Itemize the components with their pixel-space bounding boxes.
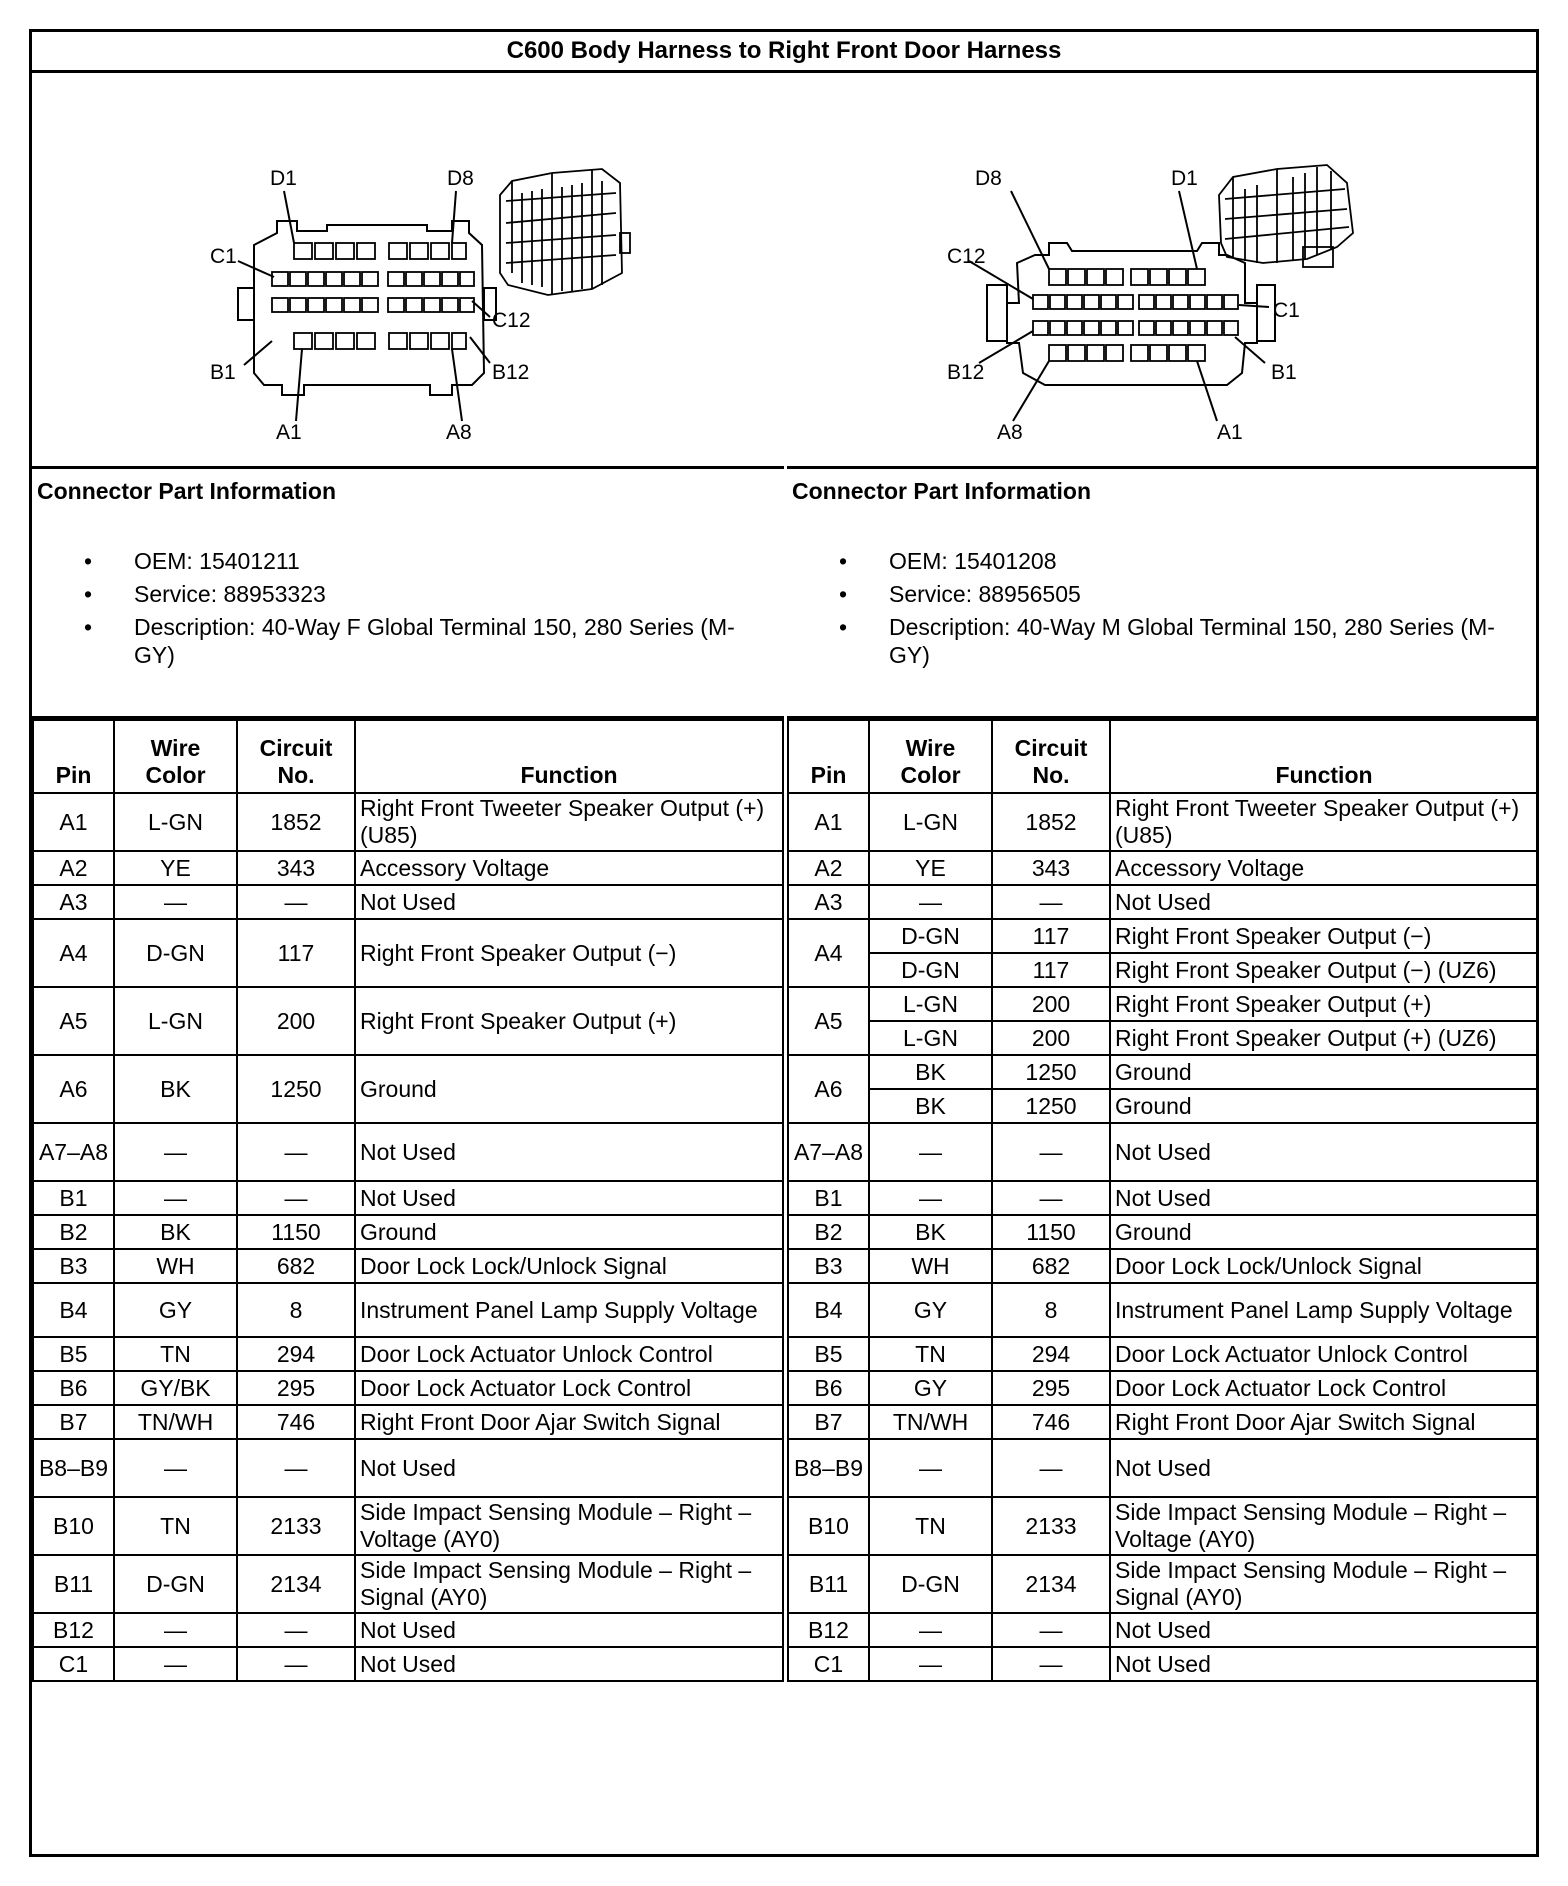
function-cell: Door Lock Actuator Unlock Control xyxy=(1110,1337,1538,1371)
circuit-cell: — xyxy=(992,1439,1110,1497)
table-row xyxy=(33,919,783,987)
pin-cell: B12 xyxy=(788,1613,869,1647)
wire-color-cell: D-GN xyxy=(114,919,237,987)
function-cell: Ground xyxy=(1110,1215,1538,1249)
wire-color-cell: BK xyxy=(869,1089,992,1123)
circuit-cell: 2133 xyxy=(237,1497,355,1555)
function-cell: Not Used xyxy=(1110,1439,1538,1497)
label-b12: B12 xyxy=(947,361,985,384)
table-row xyxy=(33,1647,783,1681)
table-row xyxy=(788,1089,1538,1123)
page-title: C600 Body Harness to Right Front Door Harness xyxy=(32,32,1536,73)
wire-color-cell: BK xyxy=(869,1055,992,1089)
function-cell: Not Used xyxy=(1110,885,1538,919)
wire-color-cell: L-GN xyxy=(114,987,237,1055)
table-row xyxy=(33,1337,783,1371)
pin-cell: A6 xyxy=(33,1055,114,1123)
function-cell: Not Used xyxy=(1110,1647,1538,1681)
circuit-cell: — xyxy=(992,885,1110,919)
function-cell: Ground xyxy=(355,1215,783,1249)
circuit-cell: 1250 xyxy=(237,1055,355,1123)
table-row xyxy=(788,953,1538,987)
function-cell: Right Front Speaker Output (−) xyxy=(355,919,783,987)
service-number: • Service: 88953323 xyxy=(84,580,764,608)
pin-cell: B7 xyxy=(33,1405,114,1439)
wire-color-cell: — xyxy=(114,1123,237,1181)
circuit-cell: — xyxy=(237,1613,355,1647)
table-row xyxy=(788,851,1538,885)
wire-color-cell: — xyxy=(114,1439,237,1497)
wire-color-cell: BK xyxy=(114,1055,237,1123)
male-connector-face-drawing xyxy=(787,73,1539,466)
wire-color-cell: — xyxy=(114,1647,237,1681)
table-row xyxy=(33,1405,783,1439)
circuit-cell: 2134 xyxy=(992,1555,1110,1613)
circuit-cell: — xyxy=(237,1439,355,1497)
pin-cell: B6 xyxy=(33,1371,114,1405)
table-row xyxy=(788,1181,1538,1215)
pin-cell: A3 xyxy=(788,885,869,919)
wire-color-cell: L-GN xyxy=(869,987,992,1021)
pin-cell: A7–A8 xyxy=(788,1123,869,1181)
table-row xyxy=(788,885,1538,919)
wire-color-cell: TN/WH xyxy=(114,1405,237,1439)
wire-color-cell: D-GN xyxy=(869,919,992,953)
label-b1: B1 xyxy=(210,361,236,384)
function-cell: Side Impact Sensing Module – Right – Voltage (AY0) xyxy=(355,1497,783,1555)
header-pin: Pin xyxy=(788,720,869,793)
table-header-row xyxy=(788,720,1538,793)
function-cell: Right Front Speaker Output (+) xyxy=(355,987,783,1055)
function-cell: Door Lock Actuator Unlock Control xyxy=(355,1337,783,1371)
header-function: Function xyxy=(1110,720,1538,793)
function-cell: Not Used xyxy=(355,1439,783,1497)
info-heading: Connector Part Information xyxy=(792,478,1092,504)
function-cell: Not Used xyxy=(355,1613,783,1647)
function-cell: Door Lock Lock/Unlock Signal xyxy=(1110,1249,1538,1283)
table-row xyxy=(33,1613,783,1647)
circuit-cell: 117 xyxy=(237,919,355,987)
wire-color-cell: TN xyxy=(869,1337,992,1371)
table-row xyxy=(33,1439,783,1497)
pin-cell: A5 xyxy=(788,987,869,1055)
wire-color-cell: — xyxy=(114,885,237,919)
pin-cell: B4 xyxy=(788,1283,869,1337)
wire-color-cell: L-GN xyxy=(114,793,237,851)
circuit-cell: 1852 xyxy=(992,793,1110,851)
wire-color-cell: — xyxy=(869,885,992,919)
table-row xyxy=(788,1283,1538,1337)
table-row xyxy=(788,1371,1538,1405)
header-wire-color: Wire Color xyxy=(114,720,237,793)
pin-cell: B8–B9 xyxy=(33,1439,114,1497)
wire-color-cell: — xyxy=(114,1613,237,1647)
wire-color-cell: L-GN xyxy=(869,793,992,851)
wire-color-cell: — xyxy=(869,1647,992,1681)
wire-color-cell: — xyxy=(114,1181,237,1215)
connector-iso-icon xyxy=(1219,165,1353,267)
circuit-cell: 200 xyxy=(992,987,1110,1021)
circuit-cell: 200 xyxy=(237,987,355,1055)
table-row xyxy=(788,919,1538,953)
function-cell: Door Lock Lock/Unlock Signal xyxy=(355,1249,783,1283)
function-cell: Side Impact Sensing Module – Right – Signal (AY0) xyxy=(355,1555,783,1613)
pin-cell: C1 xyxy=(788,1647,869,1681)
circuit-cell: — xyxy=(992,1613,1110,1647)
table-row xyxy=(33,1497,783,1555)
circuit-cell: 1150 xyxy=(237,1215,355,1249)
wire-color-cell: — xyxy=(869,1439,992,1497)
circuit-cell: 1250 xyxy=(992,1055,1110,1089)
table-row xyxy=(33,885,783,919)
function-cell: Accessory Voltage xyxy=(355,851,783,885)
wire-color-cell: L-GN xyxy=(869,1021,992,1055)
function-cell: Accessory Voltage xyxy=(1110,851,1538,885)
label-d8: D8 xyxy=(975,167,1002,190)
function-cell: Right Front Door Ajar Switch Signal xyxy=(1110,1405,1538,1439)
label-d8: D8 xyxy=(447,167,474,190)
wire-color-cell: BK xyxy=(114,1215,237,1249)
circuit-cell: 117 xyxy=(992,953,1110,987)
table-row xyxy=(788,1249,1538,1283)
table-row xyxy=(788,1613,1538,1647)
circuit-cell: 1150 xyxy=(992,1215,1110,1249)
oem-number: • OEM: 15401208 xyxy=(839,547,1519,575)
pin-cell: B8–B9 xyxy=(788,1439,869,1497)
table-row xyxy=(33,1181,783,1215)
table-row xyxy=(788,1497,1538,1555)
pin-cell: B5 xyxy=(33,1337,114,1371)
pin-cell: B12 xyxy=(33,1613,114,1647)
pin-cell: C1 xyxy=(33,1647,114,1681)
wire-color-cell: — xyxy=(869,1181,992,1215)
wire-color-cell: D-GN xyxy=(869,953,992,987)
function-cell: Instrument Panel Lamp Supply Voltage xyxy=(1110,1283,1538,1337)
pin-cell: B10 xyxy=(33,1497,114,1555)
table-row xyxy=(788,1555,1538,1613)
table-row xyxy=(788,987,1538,1021)
function-cell: Door Lock Actuator Lock Control xyxy=(1110,1371,1538,1405)
connector-description: • Description: 40-Way M Global Terminal 150, 280 Series (M-GY) xyxy=(839,613,1519,669)
function-cell: Right Front Tweeter Speaker Output (+) (U85) xyxy=(1110,793,1538,851)
pin-cell: B11 xyxy=(788,1555,869,1613)
function-cell: Right Front Tweeter Speaker Output (+) (U85) xyxy=(355,793,783,851)
circuit-cell: 295 xyxy=(992,1371,1110,1405)
wire-color-cell: GY xyxy=(869,1283,992,1337)
pin-cell: A6 xyxy=(788,1055,869,1123)
pin-cell: A4 xyxy=(33,919,114,987)
wire-color-cell: GY/BK xyxy=(114,1371,237,1405)
circuit-cell: — xyxy=(237,1181,355,1215)
function-cell: Ground xyxy=(1110,1089,1538,1123)
header-wire-color: Wire Color xyxy=(869,720,992,793)
table-row xyxy=(788,1021,1538,1055)
left-connector-part-info xyxy=(32,469,784,719)
function-cell: Not Used xyxy=(1110,1181,1538,1215)
label-a8: A8 xyxy=(997,421,1023,444)
circuit-cell: 2134 xyxy=(237,1555,355,1613)
circuit-cell: — xyxy=(992,1181,1110,1215)
circuit-cell: — xyxy=(237,1647,355,1681)
table-row xyxy=(33,1555,783,1613)
table-header-row xyxy=(33,720,783,793)
function-cell: Not Used xyxy=(355,1647,783,1681)
circuit-cell: 200 xyxy=(992,1021,1110,1055)
wire-color-cell: — xyxy=(869,1123,992,1181)
circuit-cell: — xyxy=(992,1647,1110,1681)
circuit-cell: 746 xyxy=(992,1405,1110,1439)
left-connector-diagram xyxy=(32,73,784,469)
pin-cell: A7–A8 xyxy=(33,1123,114,1181)
function-cell: Ground xyxy=(1110,1055,1538,1089)
function-cell: Not Used xyxy=(355,885,783,919)
wire-color-cell: TN xyxy=(114,1497,237,1555)
info-heading: Connector Part Information xyxy=(37,478,337,504)
function-cell: Door Lock Actuator Lock Control xyxy=(355,1371,783,1405)
header-circuit-no: Circuit No. xyxy=(237,720,355,793)
table-row xyxy=(788,1215,1538,1249)
label-c1: C1 xyxy=(1273,299,1300,322)
table-row xyxy=(33,1055,783,1123)
label-a8: A8 xyxy=(446,421,472,444)
table-row xyxy=(33,1249,783,1283)
connector-description: • Description: 40-Way F Global Terminal 150, 280 Series (M-GY) xyxy=(84,613,764,669)
circuit-cell: 2133 xyxy=(992,1497,1110,1555)
left-pinout-table xyxy=(32,719,784,1682)
function-cell: Ground xyxy=(355,1055,783,1123)
service-number: • Service: 88956505 xyxy=(839,580,1519,608)
female-connector-face-drawing xyxy=(32,73,784,466)
wire-color-cell: — xyxy=(869,1613,992,1647)
label-c12: C12 xyxy=(947,245,986,268)
circuit-cell: 343 xyxy=(992,851,1110,885)
pin-cell: A2 xyxy=(33,851,114,885)
table-row xyxy=(788,1337,1538,1371)
wire-color-cell: D-GN xyxy=(869,1555,992,1613)
circuit-cell: 682 xyxy=(237,1249,355,1283)
function-cell: Not Used xyxy=(355,1123,783,1181)
pin-cell: A5 xyxy=(33,987,114,1055)
pin-cell: B4 xyxy=(33,1283,114,1337)
label-c1: C1 xyxy=(210,245,237,268)
part-info-list xyxy=(84,547,764,674)
pin-cell: B6 xyxy=(788,1371,869,1405)
pin-cell: A2 xyxy=(788,851,869,885)
wire-color-cell: WH xyxy=(114,1249,237,1283)
pin-cell: B3 xyxy=(33,1249,114,1283)
function-cell: Right Front Speaker Output (−) xyxy=(1110,919,1538,953)
function-cell: Right Front Speaker Output (−) (UZ6) xyxy=(1110,953,1538,987)
label-b1: B1 xyxy=(1271,361,1297,384)
pin-cell: A1 xyxy=(788,793,869,851)
circuit-cell: — xyxy=(237,885,355,919)
wire-color-cell: GY xyxy=(869,1371,992,1405)
table-row xyxy=(33,1283,783,1337)
part-info-list xyxy=(839,547,1519,674)
circuit-cell: 117 xyxy=(992,919,1110,953)
wire-color-cell: YE xyxy=(114,851,237,885)
table-row xyxy=(33,793,783,851)
wire-color-cell: TN xyxy=(114,1337,237,1371)
table-row xyxy=(33,851,783,885)
table-row xyxy=(33,987,783,1055)
label-d1: D1 xyxy=(1171,167,1198,190)
wire-color-cell: TN xyxy=(869,1497,992,1555)
right-connector-diagram xyxy=(787,73,1539,469)
pin-cell: B3 xyxy=(788,1249,869,1283)
wire-color-cell: YE xyxy=(869,851,992,885)
table-row xyxy=(788,1439,1538,1497)
table-row xyxy=(788,1405,1538,1439)
table-row xyxy=(33,1123,783,1181)
function-cell: Side Impact Sensing Module – Right – Signal (AY0) xyxy=(1110,1555,1538,1613)
circuit-cell: 295 xyxy=(237,1371,355,1405)
pin-cell: B5 xyxy=(788,1337,869,1371)
circuit-cell: — xyxy=(992,1123,1110,1181)
right-connector-part-info xyxy=(787,469,1539,719)
table-row xyxy=(33,1215,783,1249)
wire-color-cell: GY xyxy=(114,1283,237,1337)
table-row xyxy=(788,793,1538,851)
function-cell: Right Front Door Ajar Switch Signal xyxy=(355,1405,783,1439)
circuit-cell: — xyxy=(237,1123,355,1181)
wire-color-cell: WH xyxy=(869,1249,992,1283)
function-cell: Not Used xyxy=(1110,1613,1538,1647)
circuit-cell: 8 xyxy=(237,1283,355,1337)
circuit-cell: 8 xyxy=(992,1283,1110,1337)
circuit-cell: 294 xyxy=(237,1337,355,1371)
function-cell: Not Used xyxy=(1110,1123,1538,1181)
circuit-cell: 1250 xyxy=(992,1089,1110,1123)
right-pinout-table xyxy=(787,719,1539,1682)
table-row xyxy=(33,1371,783,1405)
function-cell: Instrument Panel Lamp Supply Voltage xyxy=(355,1283,783,1337)
header-circuit-no: Circuit No. xyxy=(992,720,1110,793)
function-cell: Right Front Speaker Output (+) (UZ6) xyxy=(1110,1021,1538,1055)
wire-color-cell: D-GN xyxy=(114,1555,237,1613)
connector-sheet xyxy=(29,29,1539,1857)
pin-cell: B1 xyxy=(33,1181,114,1215)
table-row xyxy=(788,1647,1538,1681)
function-cell: Right Front Speaker Output (+) xyxy=(1110,987,1538,1021)
oem-number: • OEM: 15401211 xyxy=(84,547,764,575)
table-row xyxy=(788,1123,1538,1181)
pin-cell: B2 xyxy=(788,1215,869,1249)
header-function: Function xyxy=(355,720,783,793)
label-b12: B12 xyxy=(492,361,530,384)
connector-iso-icon xyxy=(500,169,630,295)
pin-cell: B7 xyxy=(788,1405,869,1439)
pin-cell: B2 xyxy=(33,1215,114,1249)
header-pin: Pin xyxy=(33,720,114,793)
pin-cell: A3 xyxy=(33,885,114,919)
pin-cell: B11 xyxy=(33,1555,114,1613)
label-a1: A1 xyxy=(276,421,302,444)
wire-color-cell: TN/WH xyxy=(869,1405,992,1439)
circuit-cell: 343 xyxy=(237,851,355,885)
circuit-cell: 746 xyxy=(237,1405,355,1439)
function-cell: Not Used xyxy=(355,1181,783,1215)
pin-cell: B1 xyxy=(788,1181,869,1215)
circuit-cell: 682 xyxy=(992,1249,1110,1283)
wire-color-cell: BK xyxy=(869,1215,992,1249)
table-row xyxy=(788,1055,1538,1089)
label-a1: A1 xyxy=(1217,421,1243,444)
circuit-cell: 294 xyxy=(992,1337,1110,1371)
pin-cell: A1 xyxy=(33,793,114,851)
pin-cell: A4 xyxy=(788,919,869,987)
circuit-cell: 1852 xyxy=(237,793,355,851)
label-d1: D1 xyxy=(270,167,297,190)
label-c12: C12 xyxy=(492,309,531,332)
function-cell: Side Impact Sensing Module – Right – Voltage (AY0) xyxy=(1110,1497,1538,1555)
pin-cell: B10 xyxy=(788,1497,869,1555)
